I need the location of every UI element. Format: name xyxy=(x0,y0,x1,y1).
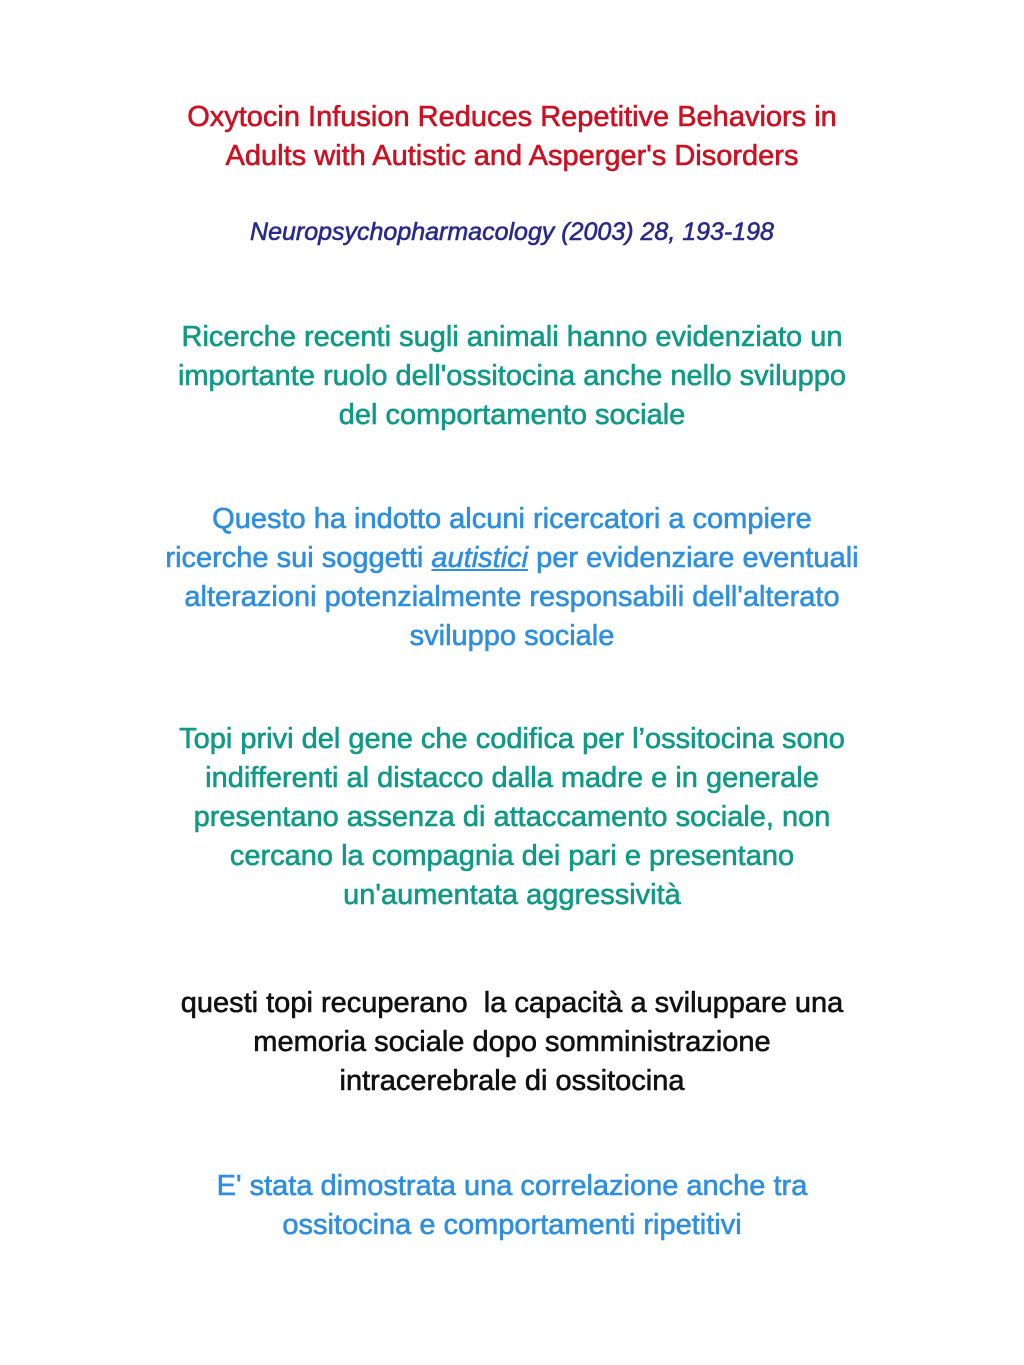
paragraph-3-line-1: Topi privi del gene che codifica per l’ossitocina sono xyxy=(179,723,845,755)
paragraph-2-line-4: sviluppo sociale xyxy=(409,620,615,652)
paragraph-animal-research xyxy=(40,318,984,435)
paragraph-2-line-2-before: ricerche sui soggetti xyxy=(165,542,432,574)
paragraph-repetitive-behaviors xyxy=(40,1167,984,1245)
paragraph-memory-recovery xyxy=(40,984,984,1101)
paragraph-4-line-2: memoria sociale dopo somministrazione xyxy=(253,1026,771,1058)
title-line-2: Adults with Autistic and Asperger's Disorders xyxy=(225,140,799,172)
title-line-1: Oxytocin Infusion Reduces Repetitive Behaviors in xyxy=(187,101,837,133)
paragraph-5-line-1: E' stata dimostrata una correlazione anche tra xyxy=(216,1170,808,1202)
journal-citation xyxy=(40,216,984,248)
citation-text: Neuropsychopharmacology (2003) 28, 193-198 xyxy=(250,218,774,246)
paragraph-4-line-3: intracerebrale di ossitocina xyxy=(339,1065,685,1097)
paragraph-knockout-mice xyxy=(40,720,984,915)
paragraph-1-line-3: del comportamento sociale xyxy=(338,399,686,431)
paragraph-autistic-research xyxy=(40,500,984,656)
paragraph-1-line-2: importante ruolo dell'ossitocina anche nello sviluppo xyxy=(177,360,847,392)
paragraph-5-line-2: ossitocina e comportamenti ripetitivi xyxy=(282,1209,742,1241)
paragraph-2-line-2-after: per evidenziare eventuali xyxy=(528,542,859,574)
slide-title xyxy=(40,98,984,176)
paragraph-1-line-1: Ricerche recenti sugli animali hanno evidenziato un xyxy=(181,321,843,353)
paragraph-3-line-4: cercano la compagnia dei pari e presentano xyxy=(229,840,795,872)
paragraph-2-line-3: alterazioni potenzialmente responsabili dell'alterato xyxy=(184,581,840,613)
paragraph-2-line-1: Questo ha indotto alcuni ricercatori a compiere xyxy=(212,503,812,535)
paragraph-2-line-2 xyxy=(40,539,984,578)
paragraph-3-line-5: un'aumentata aggressività xyxy=(343,879,681,911)
paragraph-3-line-3: presentano assenza di attaccamento sociale, non xyxy=(193,801,831,833)
paragraph-3-line-2: indifferenti al distacco dalla madre e in generale xyxy=(205,762,819,794)
emphasized-word-autistici: autistici xyxy=(431,542,529,574)
paragraph-4-line-1: questi topi recuperano la capacità a sviluppare una xyxy=(180,987,844,1019)
